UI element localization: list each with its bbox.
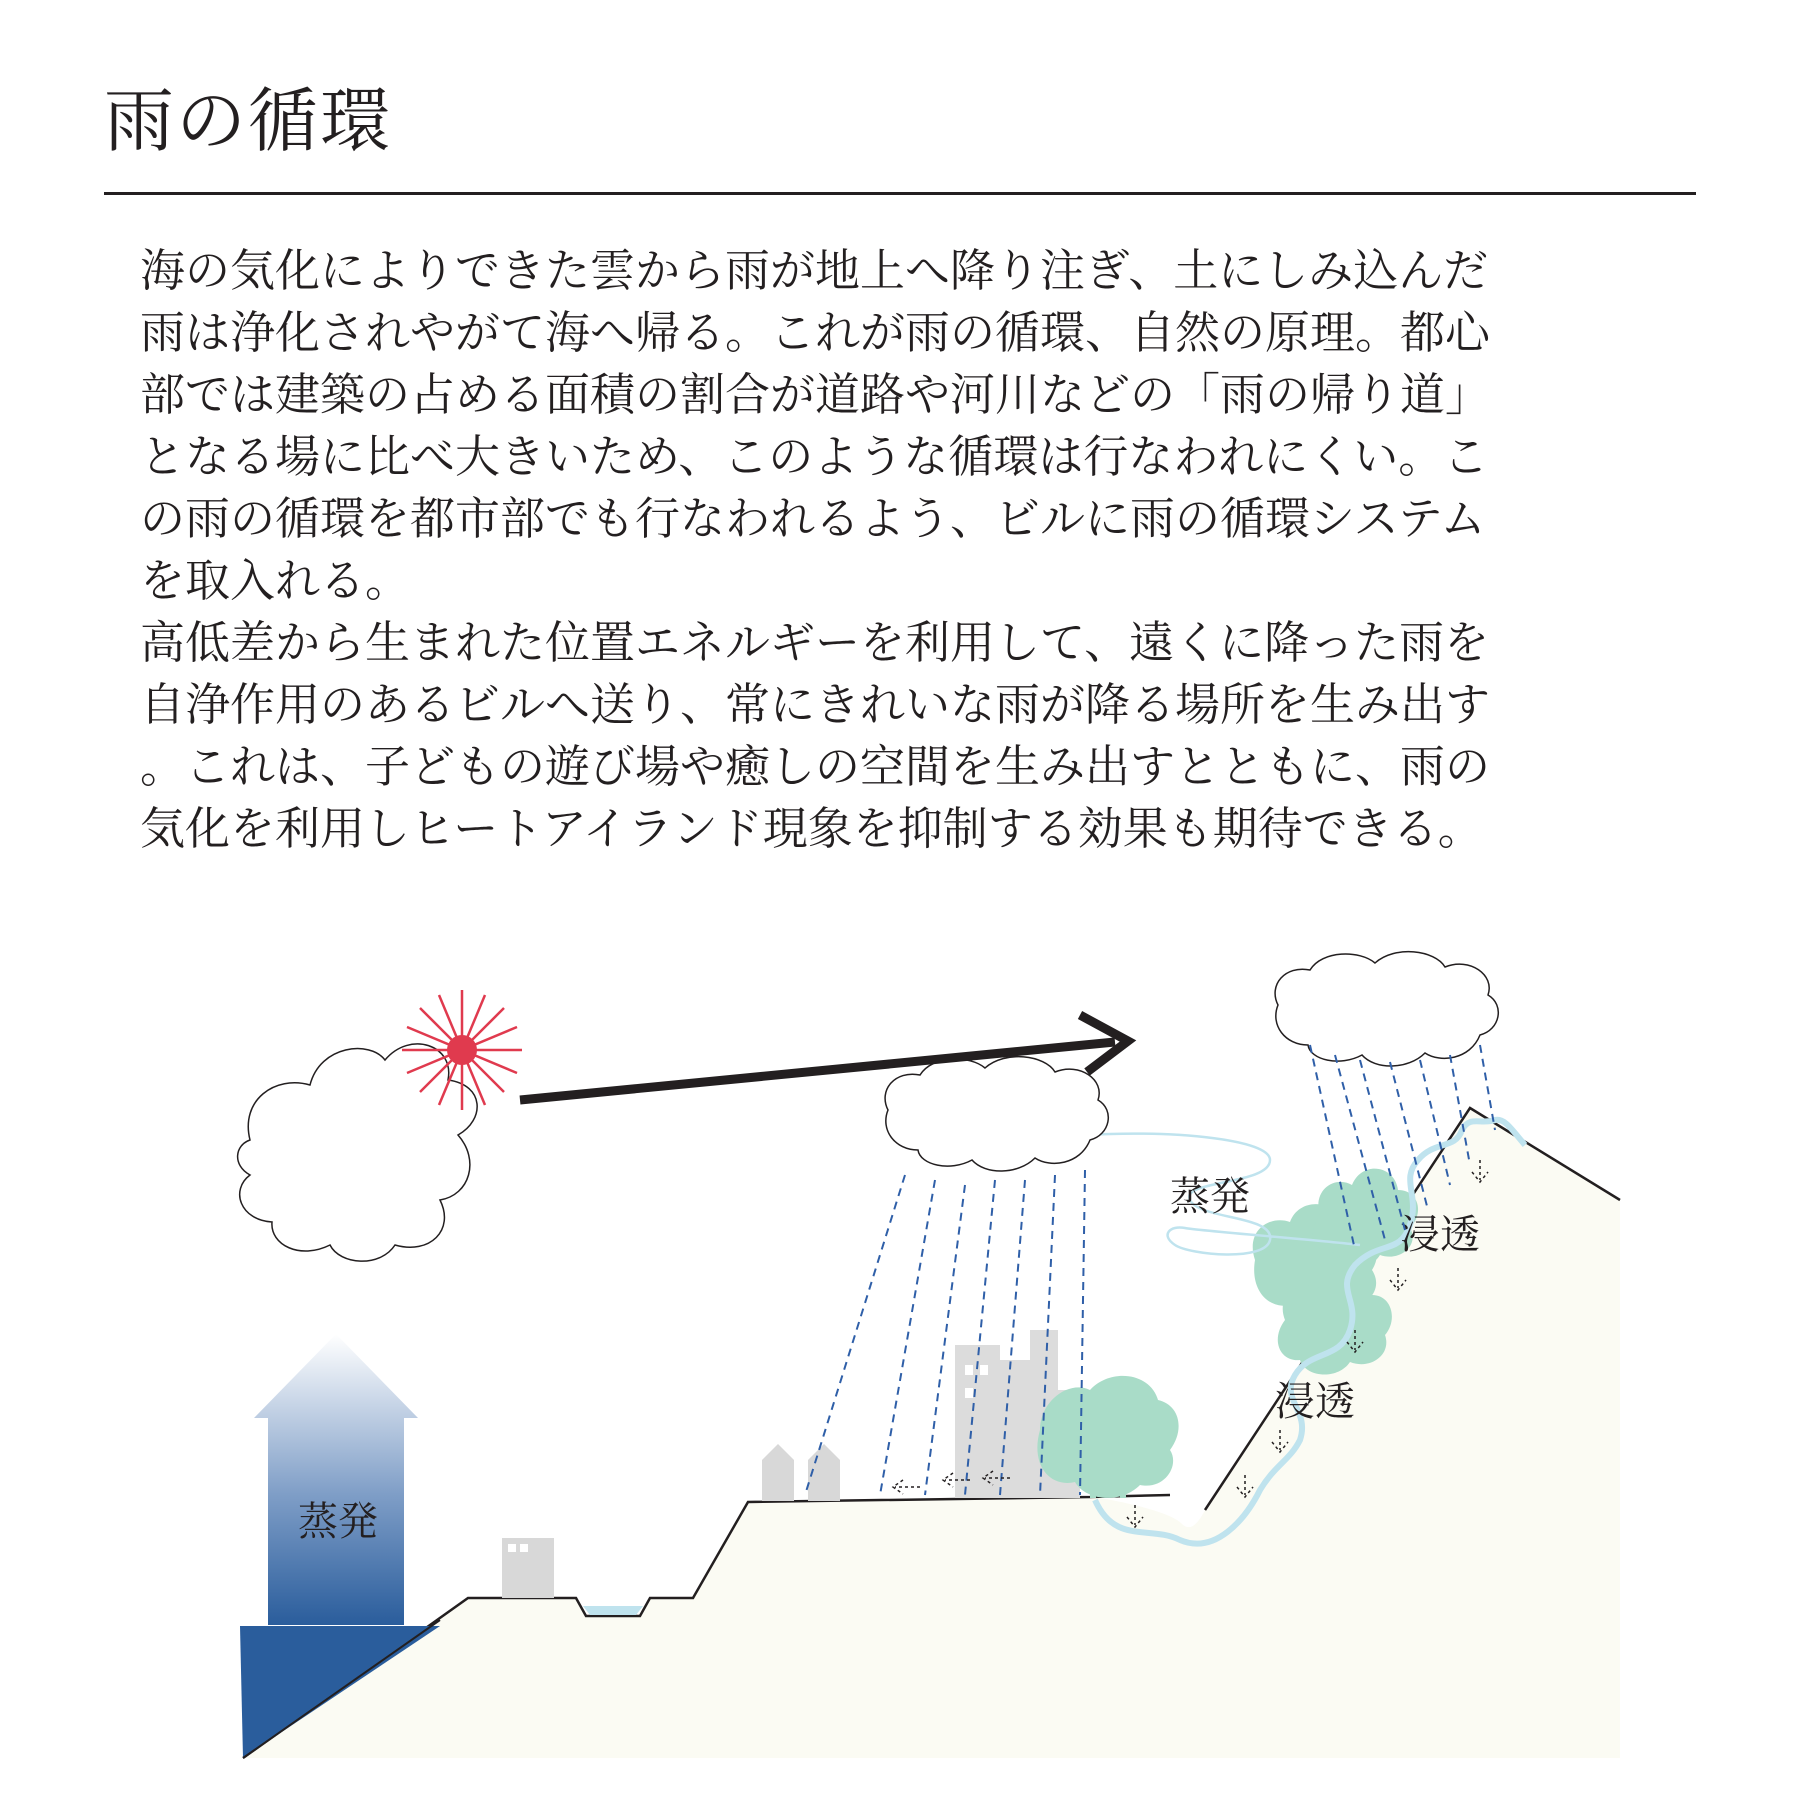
description-paragraph: 海の気化によりできた雲から雨が地上へ降り注ぎ、土にしみ込んだ 雨は浄化されやがて海へ帰る。これが雨の循環、自然の原理。都心 部では建築の占める面積の割合が道路や河川などの「雨の帰り道」 となる場に比べ大きいため、このような循環は行なわれにくい。こ の雨の循環を都市部でも行なわれるよう、ビルに雨の循環システム を取入れる。 bbox=[140, 244, 1491, 607]
cloud-large bbox=[238, 1044, 478, 1261]
sun-icon bbox=[402, 990, 522, 1110]
cloud-middle bbox=[885, 1057, 1108, 1171]
page-title: 雨の循環 bbox=[104, 80, 392, 162]
houses bbox=[762, 1444, 840, 1501]
evaporation-label-trees: 蒸発 bbox=[1170, 1174, 1250, 1220]
evaporation-label-sea: 蒸発 bbox=[298, 1499, 378, 1545]
building-small bbox=[502, 1538, 554, 1598]
evaporation-arrow bbox=[254, 1334, 418, 1625]
infiltration-label-upper: 浸透 bbox=[1400, 1212, 1480, 1258]
infiltration-label-lower: 浸透 bbox=[1275, 1379, 1355, 1425]
description-paragraph: 高低差から生まれた位置エネルギーを利用して、遠くに降った雨を 自浄作用のあるビルへ送り、常にきれいな雨が降る場所を生み出す 。これは、子どもの遊び場や癒しの空間を生み出すとともに、雨の 気化を利用しヒートアイランド現象を抑制する効果も期待できる。 bbox=[140, 616, 1491, 855]
cloud-upper bbox=[1275, 952, 1498, 1066]
pond bbox=[583, 1606, 643, 1615]
